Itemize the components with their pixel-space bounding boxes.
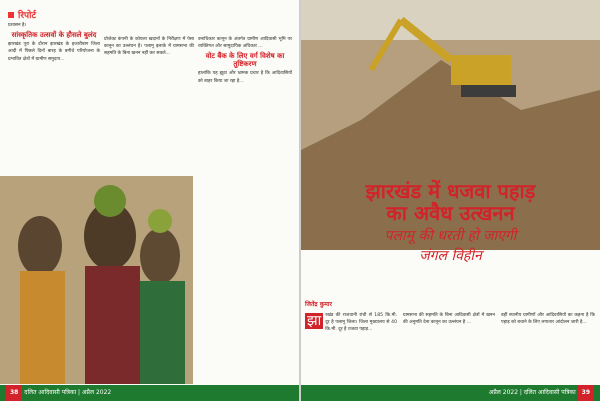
right-page [301, 0, 600, 401]
right-col2-body: ग्रामसभा की सहमति के बिना आदिवासी क्षेत्रों में खनन की अनुमति देना कानून का उल्लंघन है ... [403, 313, 495, 326]
byline: जितेंद्र कुमार [305, 301, 332, 308]
headline-line-3: पलामू की धरती हो जाएगी [384, 228, 517, 244]
left-col2-body: प्रोजेक्ट कंपनी के कोयला खदानों के निरीक्षण में पेसा कानून का उल्लंघन है। पलामू इलाके में ग्रामसभा की सहमति के बिना खनन नहीं कर सकते... [104, 37, 194, 57]
headline-line-2: का अवैध उत्खनन [386, 201, 515, 225]
dropcap: झा [307, 313, 322, 329]
left-col3-body2: हालांकि यह झूठा और भ्रामक प्रचार है कि आदिवासियों को बाहर किया जा रहा है... [198, 71, 292, 84]
tribal-women-illustration [0, 176, 193, 384]
left-col1-intro: प्रशासन है। [8, 23, 27, 28]
left-footer-text: दलित आदिवासी पत्रिका | अप्रैल 2022 [24, 389, 112, 396]
section-tag: रिपोर्ट [8, 8, 36, 21]
left-page-number: 38 [6, 385, 22, 401]
tribal-women-photo [0, 176, 193, 384]
headline-line-1: झारखंड में धजवा पहाड़ [365, 179, 536, 203]
left-col3-subhead: वोट बैंक के लिए वर्ग विशेष का तुष्टिकरण [205, 52, 285, 69]
article-headline [301, 180, 600, 264]
right-page-number: 39 [578, 385, 594, 401]
left-col3-body: वनाधिकार कानून के अंतर्गत ग्रामीण आदिवासी भूमि पर व्यक्तिगत और सामुदायिक अधिकार ... [198, 37, 292, 50]
right-column-1 [305, 312, 397, 380]
right-col1-body: रखंड की राजधानी रांची से 185 कि.मी. दूर है पलामू जिला। जिला मुख्यालय से 40 कि.मी. दूर है धजवा पहाड़... [325, 313, 397, 333]
right-footer-text: अप्रैल 2022 | दलित आदिवासी पत्रिका [488, 389, 576, 396]
right-column-2 [403, 312, 495, 380]
left-footer [0, 385, 299, 401]
right-footer [301, 385, 600, 401]
left-col1-subhead: सांस्कृतिक उत्सवों के हौसले बुलंद [11, 31, 97, 40]
left-page [0, 0, 299, 401]
left-column-2 [104, 36, 194, 174]
left-column-1 [8, 22, 100, 172]
right-column-3 [501, 312, 595, 380]
left-column-3 [198, 36, 292, 380]
left-col1-body: झारखंड पूरा के दौरान झारखंड के हजारीबाग जिला आदी में पिछले दिनों बारह के बगीचे परियोजना के प्रभावित क्षेत्रों में ग्रामीण समुदाय... [8, 42, 100, 62]
headline-line-4: जंगल विहीन [419, 248, 482, 264]
right-col3-body: वहीं स्थानीय ग्रामीणों और आदिवासियों का कहना है कि पहाड़ को बचाने के लिए लगातार आंदोलन जारी है... [501, 313, 595, 326]
